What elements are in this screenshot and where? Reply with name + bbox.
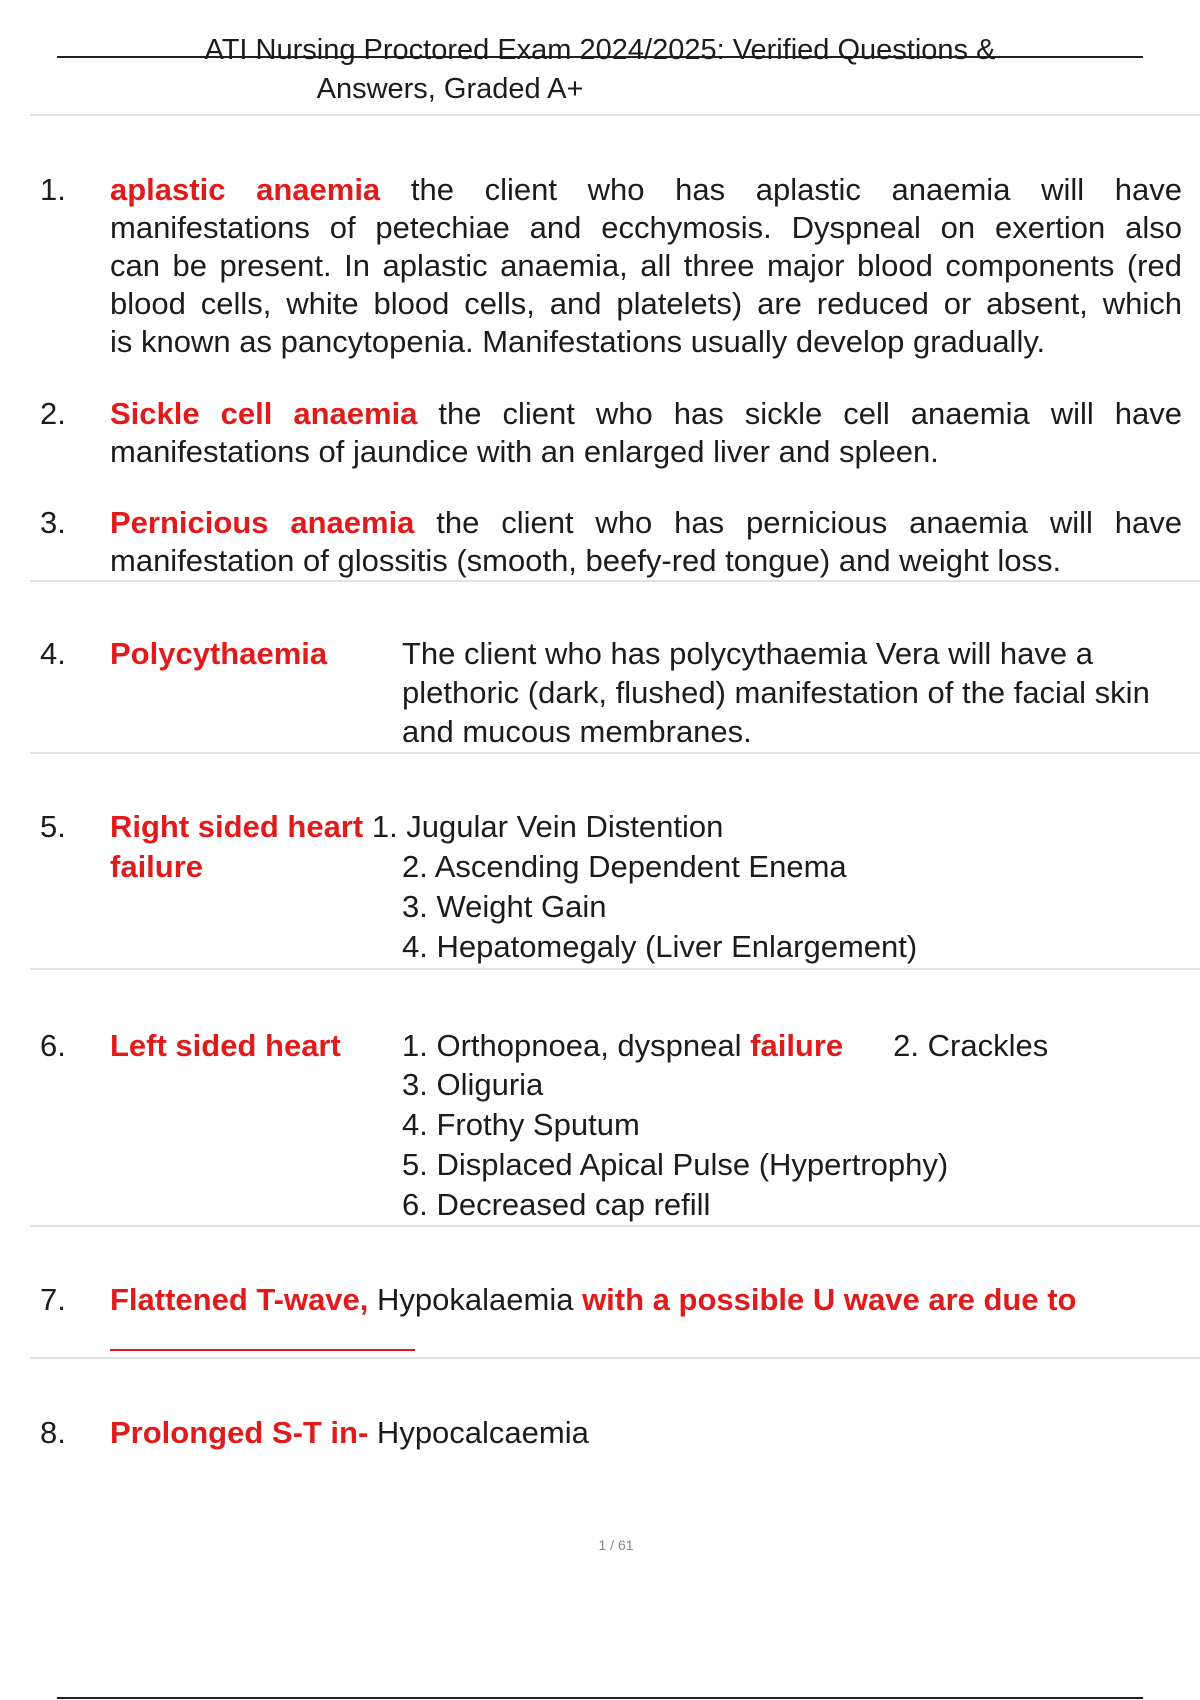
item-5-point: 3. Weight Gain	[402, 889, 607, 924]
item-5-point: 2. Ascending Dependent Enema	[402, 849, 847, 884]
item-number: 4.	[40, 636, 66, 671]
item-6-point: 4. Frothy Sputum	[402, 1107, 640, 1142]
item-8-answer: Hypocalcaemia	[368, 1415, 589, 1450]
item-number: 6.	[40, 1028, 66, 1063]
separator	[30, 580, 1200, 582]
item-1-line: blood cells, white blood cells, and platelets) are reduced or absent, which	[110, 286, 1182, 321]
separator	[30, 1225, 1200, 1227]
separator	[30, 968, 1200, 970]
item-6-point: 6. Decreased cap refill	[402, 1187, 711, 1222]
item-number: 7.	[40, 1282, 66, 1317]
item-6-points	[402, 1065, 948, 1225]
item-5-row-1	[110, 807, 723, 847]
item-1-line: can be present. In aplastic anaemia, all three major blood components (red	[110, 248, 1182, 283]
item-2-line: manifestations of jaundice with an enlarged liver and spleen.	[110, 434, 939, 469]
item-6-point: 3. Oliguria	[402, 1067, 544, 1102]
item-5-point: 1. Jugular Vein Distention	[371, 809, 724, 844]
bottom-rule	[57, 1697, 1143, 1699]
item-6-point: 5. Displaced Apical Pulse (Hypertrophy)	[402, 1147, 949, 1182]
item-1-term: aplastic anaemia	[110, 172, 381, 207]
item-3-text: Pernicious anaemia the client who has pernicious anaemia will have manifestation of glossitis (smooth, beefy-red tongue) and weight loss.	[110, 505, 1182, 578]
item-5-point: 4. Hepatomegaly (Liver Enlargement)	[402, 929, 918, 964]
item-5-term: Right sided heart	[110, 809, 364, 844]
item-number: 1.	[40, 172, 66, 207]
item-1-line: is known as pancytopenia. Manifestations usually develop gradually.	[110, 324, 1046, 359]
item-number: 2.	[40, 396, 66, 431]
item-8-text	[110, 1413, 589, 1453]
separator	[30, 752, 1200, 754]
item-7-text: Flattened T-wave, Hypokalaemia with a possible U wave are due to	[110, 1282, 1077, 1317]
title-line-1: ATI Nursing Proctored Exam 2024/2025: Verified Questions &	[204, 34, 996, 66]
item-number: 5.	[40, 809, 66, 844]
item-number: 8.	[40, 1415, 66, 1450]
item-3-line: manifestation of glossitis (smooth, beefy-red tongue) and weight loss.	[110, 543, 1062, 578]
item-7-term: Flattened T-wave,	[110, 1282, 369, 1317]
page-number: 1 / 61	[598, 1537, 634, 1553]
item-8-term: Prolonged S-T in-	[110, 1415, 369, 1450]
item-2-text: Sickle cell anaemia the client who has sickle cell anaemia will have manifestations of jaundice with an enlarged liver and spleen.	[110, 396, 1182, 469]
item-1-text: aplastic anaemia the client who has aplastic anaemia will have manifestations of petechiae and ecchymosis. Dyspneal on exertion also can be present. In aplastic anaemia, all three major blood components (red blood cells, white blood cells, and platelets) are reduced or absent, which is known as pancytopenia. Manifestations usually develop gradually.	[110, 172, 1183, 359]
item-1-line: manifestations of petechiae and ecchymosis. Dyspneal on exertion also	[110, 210, 1182, 245]
item-6-term: Left sided heart	[110, 1028, 341, 1063]
separator	[30, 1357, 1200, 1359]
item-number: 3.	[40, 505, 66, 540]
item-4-description: The client who has polycythaemia Vera will have a plethoric (dark, flushed) manifestation of the facial skin and mucous membranes.	[402, 636, 1150, 749]
separator	[30, 114, 1200, 116]
title-line-2: Answers, Graded A+	[316, 73, 584, 105]
answer-blank	[110, 1349, 415, 1351]
item-2-term: Sickle cell anaemia	[110, 396, 418, 431]
item-3-term: Pernicious anaemia	[110, 505, 415, 540]
item-6-row-1: 1. Orthopnoea, dyspneal failure 2. Crackles	[402, 1028, 1049, 1063]
item-4-term: Polycythaemia	[110, 636, 328, 671]
item-5-term-cont: failure	[110, 849, 204, 884]
item-5-points	[402, 847, 917, 967]
